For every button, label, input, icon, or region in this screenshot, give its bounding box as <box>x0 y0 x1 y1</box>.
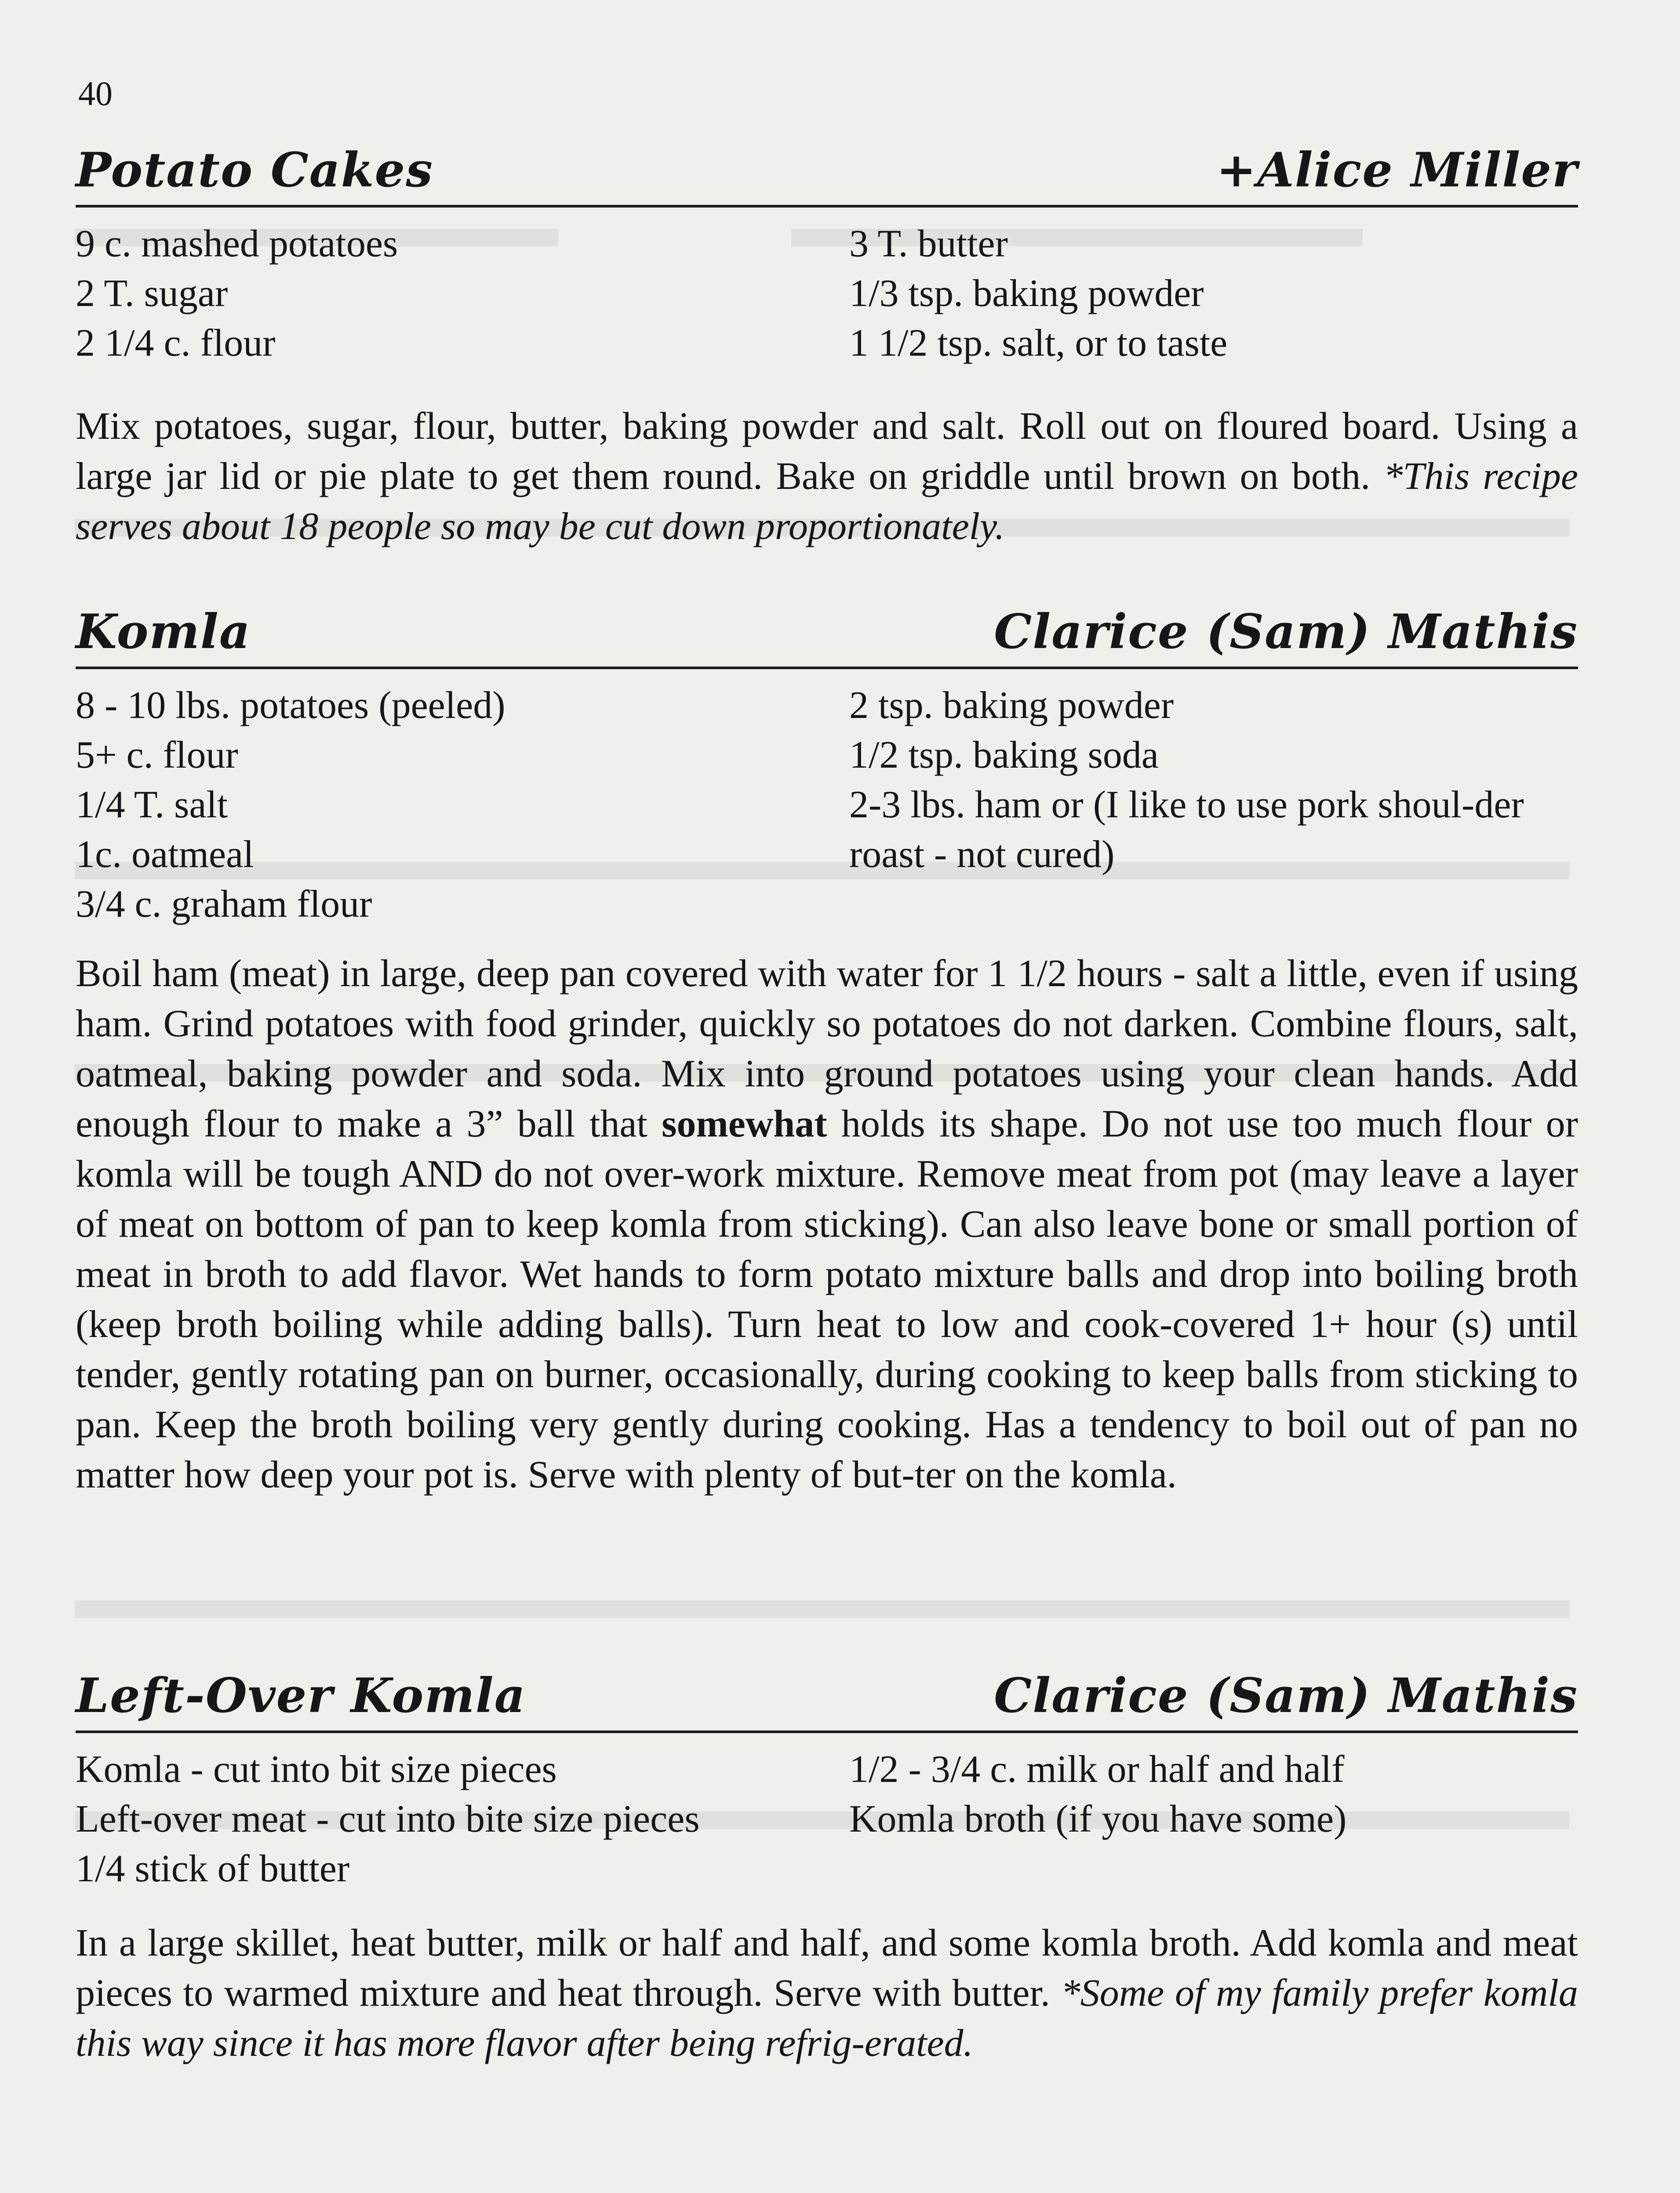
ingredients <box>76 681 1578 931</box>
recipe-author: +Alice Miller <box>1216 142 1578 198</box>
recipe-left-over-komla <box>76 1653 1578 2069</box>
ingredient: 2-3 lbs. ham or (I like to use pork shoul-der roast - not cured) <box>849 783 1524 876</box>
recipe-title: Komla <box>76 604 251 659</box>
recipe-title: Potato Cakes <box>76 142 434 198</box>
directions-text: Mix potatoes, sugar, flour, butter, baking powder and salt. Roll out on floured board. Using a large jar lid or pie plate to get them round. Bake on griddle until brown on both. <box>76 405 1578 498</box>
ingredient: 1 1/2 tsp. salt, or to taste <box>849 322 1228 364</box>
directions <box>76 401 1578 552</box>
ingredient: Komla - cut into bit size pieces <box>76 1748 557 1791</box>
ingredient: 2 T. sugar <box>76 272 228 315</box>
ingredients-right-column <box>849 1745 1579 1844</box>
title-rule <box>76 667 1578 669</box>
ingredients <box>76 1745 1578 1896</box>
ingredient: Komla broth (if you have some) <box>849 1798 1347 1840</box>
ingredients-right-column <box>849 681 1579 879</box>
title-rule <box>76 205 1578 208</box>
directions <box>76 1918 1578 2069</box>
ingredient: 2 tsp. baking powder <box>849 684 1174 727</box>
ingredients-left-column <box>76 219 832 368</box>
ingredient: 1/4 stick of butter <box>76 1847 350 1890</box>
ingredient: 5+ c. flour <box>76 734 238 776</box>
directions <box>76 949 1578 1500</box>
title-rule <box>76 1730 1578 1733</box>
recipe-komla <box>76 589 1578 1500</box>
ingredients-left-column <box>76 681 832 929</box>
recipe-author: Clarice (Sam) Mathis <box>994 604 1578 659</box>
ingredients <box>76 219 1578 371</box>
ingredient: 2 1/4 c. flour <box>76 322 276 364</box>
ingredients-right-column <box>849 219 1579 368</box>
ingredient: 9 c. mashed potatoes <box>76 222 398 265</box>
ingredient: 1/4 T. salt <box>76 783 228 826</box>
directions-text-continued: holds its shape. Do not use too much flour or komla will be tough AND do not over-work mixture. Remove meat from pot (may leave a layer of meat on bottom of pan to keep komla from sticking). Can also leave bone or small portion of meat in broth to add flavor. Wet hands to form potato mixture balls and drop into boiling broth (keep broth boiling while adding balls). Turn heat to low and cook-covered 1+ hour (s) until tender, gently rotating pan on burner, occasionally, during cooking to keep balls from sticking to pan. Keep the broth boiling very gently during cooking. Has a tendency to boil out of pan no matter how deep your pot is. Serve with plenty of but-ter on the komla. <box>76 1103 1578 1496</box>
ingredient: 3 T. butter <box>849 222 1008 265</box>
recipe-title: Left-Over Komla <box>76 1668 526 1723</box>
serving-note: *Some of my family prefer komla this way since it has more flavor after being refrig-erated. <box>76 1972 1578 2065</box>
directions-text: In a large skillet, heat butter, milk or half and half, and some komla broth. Add komla and meat pieces to warmed mixture and heat through. Serve with butter. <box>76 1922 1578 2014</box>
ingredient: 3/4 c. graham flour <box>76 883 372 925</box>
ingredient: 1/3 tsp. baking powder <box>849 272 1204 315</box>
recipe-header <box>76 589 1578 664</box>
recipe-author: Clarice (Sam) Mathis <box>994 1668 1578 1723</box>
recipe-header <box>76 128 1578 202</box>
directions-text: Boil ham (meat) in large, deep pan covered with water for 1 1/2 hours - salt a little, even if using ham. Grind potatoes with food grinder, quickly so potatoes do not darken. Combine flours, salt, oatmeal, baking powder and soda. Mix into ground potatoes using your clean hands. Add enough flour to make a 3” ball that <box>76 952 1578 1145</box>
recipe-header <box>76 1653 1578 1728</box>
ingredient: 1/2 - 3/4 c. milk or half and half <box>849 1748 1345 1791</box>
ingredient: Left-over meat - cut into bite size pieces <box>76 1798 700 1840</box>
page-number: 40 <box>78 74 113 113</box>
serving-note: *This recipe serves about 18 people so may be cut down proportionately. <box>76 455 1578 548</box>
recipe-potato-cakes <box>76 128 1578 552</box>
ingredient: 1/2 tsp. baking soda <box>849 734 1159 776</box>
ingredient: 8 - 10 lbs. potatoes (peeled) <box>76 684 505 727</box>
ingredients-left-column <box>76 1745 832 1894</box>
ingredient: 1c. oatmeal <box>76 833 254 876</box>
emphasis-word: somewhat <box>662 1103 827 1145</box>
